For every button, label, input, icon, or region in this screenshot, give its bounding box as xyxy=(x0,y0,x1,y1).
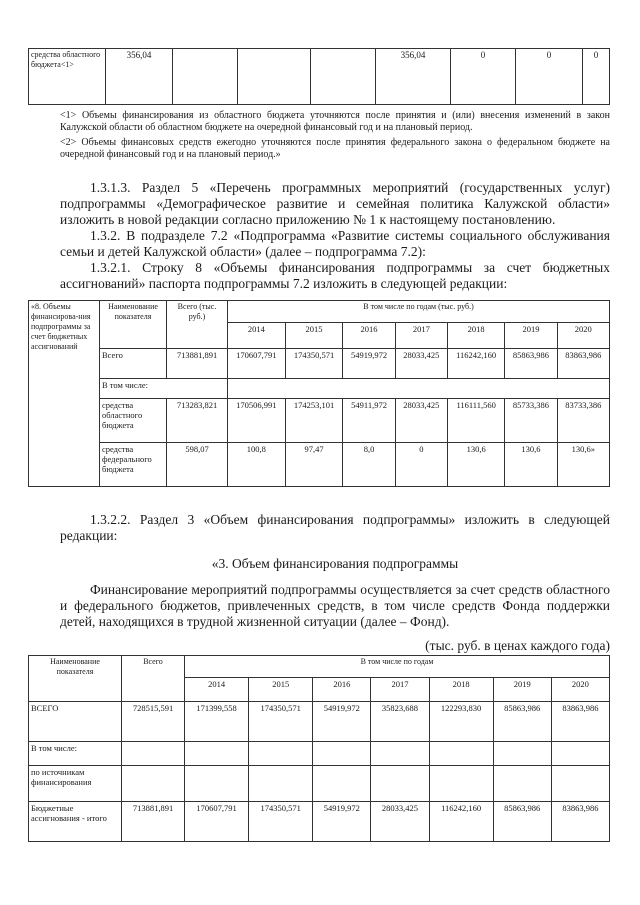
passport-row-label: «8. Объемы финансирова-ния подпрограммы за счет бюджетных ассигнований xyxy=(29,301,100,487)
financing-col-name: Наименование показателя xyxy=(29,656,122,702)
top-table-2018: 0 xyxy=(451,49,516,105)
passport-year: 2015 xyxy=(285,323,343,349)
paragraph-1-3-2-2: 1.3.2.2. Раздел 3 «Объем финансирования подпрограммы» изложить в следующей редакции: xyxy=(60,512,610,543)
paragraph-1-3-2: 1.3.2. В подразделе 7.2 «Подпрограмма «Развитие системы социального обслуживания семьи и детей Калужской области» (далее – подпрограмма 7.2): xyxy=(60,228,610,259)
financing-year: 2018 xyxy=(429,678,493,702)
passport-year: 2017 xyxy=(395,323,447,349)
financing-year: 2020 xyxy=(551,678,609,702)
section-title: «3. Объем финансирования подпрограммы xyxy=(211,556,459,571)
table-row: В том числе: xyxy=(29,742,610,766)
paragraph-1-3-2-1: 1.3.2.1. Строку 8 «Объемы финансирования подпрограммы за счет бюджетных ассигнований» паспорта подпрограммы 7.2 изложить в следующей редакции: xyxy=(60,260,610,291)
footnote-1: <1> Объемы финансирования из областного бюджета уточняются после принятия и (или) внесения изменений в закон Калужской области об областном бюджете на очередной финансовый год и на плановый период. xyxy=(60,110,610,133)
financing-table xyxy=(28,655,610,842)
table-row: средства областного бюджета 713283,821 170506,991 174253,101 54911,972 28033,425 116111,560 85733,386 83733,386 xyxy=(29,399,610,443)
passport-year: 2016 xyxy=(343,323,395,349)
passport-col-total: Всего (тыс. руб.) xyxy=(167,301,228,349)
table-row: Бюджетные ассигнования - итого 713881,891 170607,791 174350,571 54919,972 28033,425 116242,160 85863,986 83863,986 xyxy=(29,802,610,842)
top-table xyxy=(28,48,610,105)
financing-year: 2017 xyxy=(371,678,429,702)
financing-year: 2014 xyxy=(185,678,249,702)
financing-year: 2019 xyxy=(493,678,551,702)
financing-year: 2016 xyxy=(313,678,371,702)
table-row: по источникам финансирования xyxy=(29,766,610,802)
units-label: (тыс. руб. в ценах каждого года) xyxy=(425,638,610,653)
passport-year: 2014 xyxy=(228,323,286,349)
passport-table xyxy=(28,300,610,487)
passport-year: 2018 xyxy=(448,323,505,349)
table-row: Всего 713881,891 170607,791 174350,571 54919,972 28033,425 116242,160 85863,986 83863,986 xyxy=(29,349,610,379)
passport-col-name: Наименование показателя xyxy=(100,301,167,349)
table-row: средства федерального бюджета 598,07 100,8 97,47 8,0 0 130,6 130,6 130,6» xyxy=(29,443,610,487)
financing-col-years: В том числе по годам xyxy=(185,656,610,678)
financing-col-total: Всего xyxy=(122,656,185,702)
footnote-2: <2> Объемы финансовых средств ежегодно уточняются после принятия федерального закона о федеральном бюджете на очередной финансовый год и на плановый период.» xyxy=(60,137,610,160)
table-row: ВСЕГО 728515,591 171399,558 174350,571 54919,972 35823,688 122293,830 85863,986 83863,986 xyxy=(29,702,610,742)
passport-year: 2020 xyxy=(557,323,609,349)
financing-year: 2015 xyxy=(249,678,313,702)
top-table-2020: 0 xyxy=(583,49,610,105)
passport-col-years: В том числе по годам (тыс. руб.) xyxy=(228,301,610,323)
top-table-total: 356,04 xyxy=(106,49,173,105)
paragraph-1-3-1-3: 1.3.1.3. Раздел 5 «Перечень программных мероприятий (государственных услуг) подпрограммы «Демографическое развитие и семейная политика Калужской области» изложить в новой редакции согласно приложению № 1 к настоящему постановлению. xyxy=(60,180,610,227)
table-row: В том числе: xyxy=(29,379,610,399)
top-table-label: средства областного бюджета<1> xyxy=(29,49,106,105)
top-table-2019: 0 xyxy=(516,49,583,105)
passport-year: 2019 xyxy=(505,323,557,349)
paragraph-financing: Финансирование мероприятий подпрограммы осуществляется за счет средств областного и федерального бюджетов, привлеченных средств, в том числе средств Фонда поддержки детей, находящихся в трудной жизненной ситуации (далее – Фонд). xyxy=(60,582,610,629)
top-table-2017: 356,04 xyxy=(376,49,451,105)
